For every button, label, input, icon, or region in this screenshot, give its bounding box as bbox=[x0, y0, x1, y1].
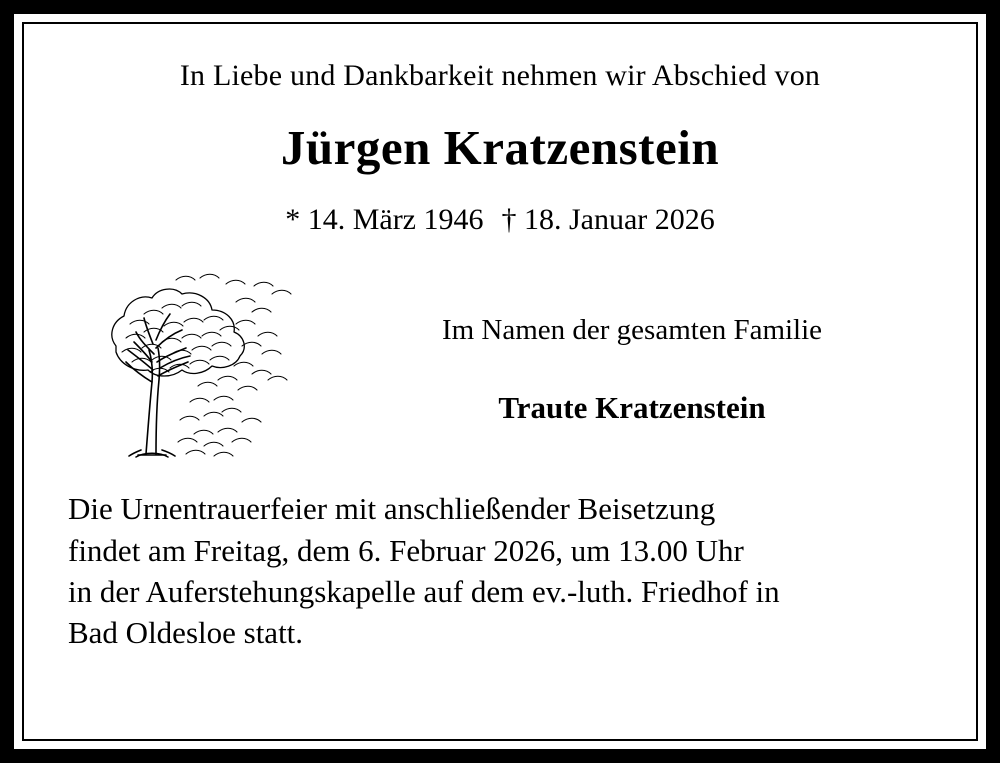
lead-text: In Liebe und Dankbarkeit nehmen wir Abschied von bbox=[179, 59, 821, 92]
ceremony-line-3: in der Auferstehungskapelle auf dem ev.-luth. Friedhof in bbox=[68, 573, 780, 609]
deceased-name: Jürgen Kratzenstein bbox=[280, 120, 720, 175]
ceremony-line-2: findet am Freitag, dem 6. Februar 2026, um 13.00 Uhr bbox=[68, 532, 744, 568]
birth-date: * 14. März 1946 bbox=[285, 203, 484, 237]
ceremony-line-4: Bad Oldesloe statt. bbox=[68, 615, 304, 650]
family-block bbox=[352, 312, 912, 427]
life-dates bbox=[62, 202, 938, 238]
family-signatory: Traute Kratzenstein bbox=[498, 389, 766, 425]
middle-section bbox=[62, 244, 938, 482]
death-date: † 18. Januar 2026 bbox=[501, 203, 715, 237]
ceremony-details bbox=[68, 488, 930, 653]
windblown-tree-icon bbox=[86, 250, 306, 475]
family-intro: Im Namen der gesamten Familie bbox=[441, 314, 823, 347]
ceremony-line-1: Die Urnentrauerfeier mit anschließender Beisetzung bbox=[68, 491, 716, 527]
notice-content bbox=[24, 24, 976, 739]
inner-border bbox=[22, 22, 978, 741]
